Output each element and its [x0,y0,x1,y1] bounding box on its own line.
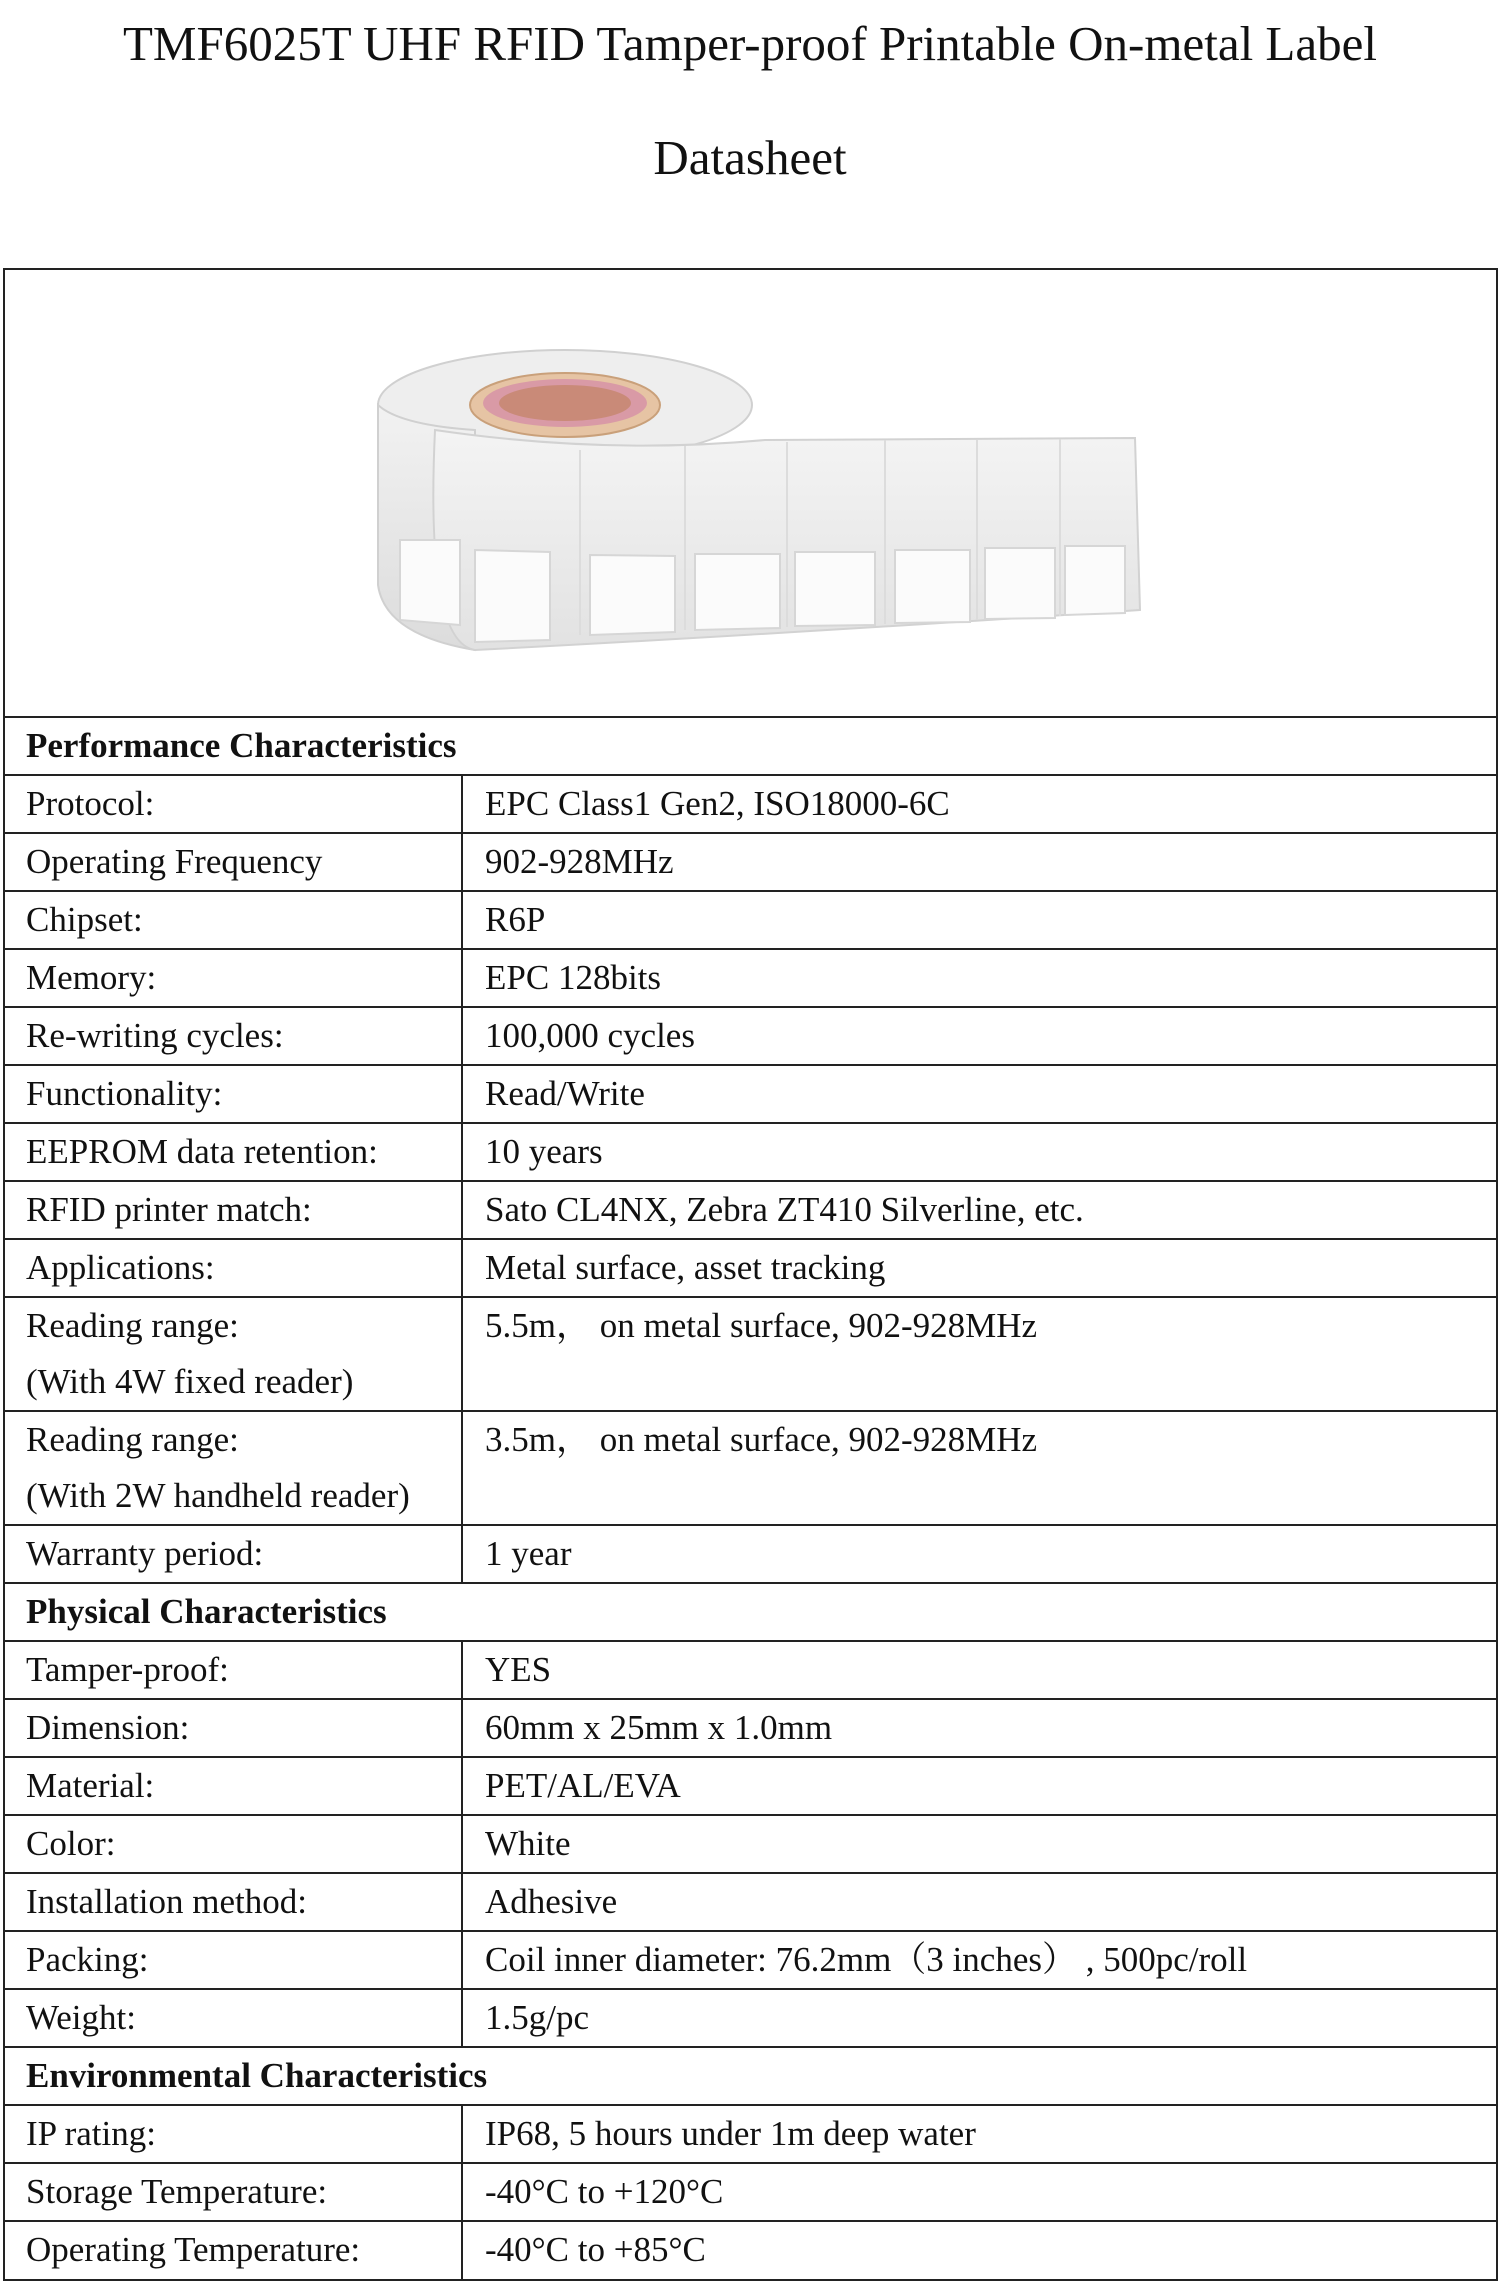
row-value: PET/AL/EVA [485,1766,681,1805]
row-label: Re-writing cycles: [5,1008,463,1064]
row-label: Memory: [5,950,463,1006]
row-label: Reading range: (With 2W handheld reader) [5,1412,463,1524]
row-label: IP rating: [5,2106,463,2162]
table-row [5,2164,1496,2222]
table-row [5,1240,1496,1298]
row-label: Weight: [5,1990,463,2046]
row-label: Storage Temperature: [5,2164,463,2220]
row-label: Warranty period: [5,1526,463,1582]
table-row [5,1758,1496,1816]
page-title: TMF6025T UHF RFID Tamper-proof Printable On-metal Label [123,16,1377,71]
row-value: IP68, 5 hours under 1m deep water [485,2114,976,2153]
product-image-cell [5,270,1496,718]
row-value: R6P [485,900,546,939]
row-value: 1 year [485,1534,572,1573]
table-row [5,1932,1496,1990]
row-label: Applications: [5,1240,463,1296]
row-value: 902-928MHz [485,842,674,881]
row-value: EPC 128bits [485,958,662,997]
table-row [5,892,1496,950]
row-label: Chipset: [5,892,463,948]
row-value: -40°C to +85°C [485,2230,706,2269]
section-header-performance [5,718,1496,776]
characteristics-rows [5,718,1496,2280]
row-value: 10 years [485,1132,603,1171]
row-label: Installation method: [5,1874,463,1930]
table-row [5,1412,1496,1526]
row-label: Protocol: [5,776,463,832]
row-value: Coil inner diameter: 76.2mm（3 inches） , 500pc/roll [485,1940,1248,1979]
table-row [5,1008,1496,1066]
row-value: 5.5m， on metal surface, 902-928MHz [485,1306,1038,1345]
row-label: Color: [5,1816,463,1872]
row-value: 60mm x 25mm x 1.0mm [485,1708,833,1747]
table-row [5,1642,1496,1700]
row-label: Tamper-proof: [5,1642,463,1698]
table-row [5,834,1496,892]
section-heading: Physical Characteristics [26,1592,387,1631]
row-label: RFID printer match: [5,1182,463,1238]
table-row [5,1298,1496,1412]
row-label: EEPROM data retention: [5,1124,463,1180]
label-roll-image [5,270,1496,716]
table-row [5,1874,1496,1932]
row-value: Read/Write [485,1074,645,1113]
row-label: Reading range: (With 4W fixed reader) [5,1298,463,1410]
row-label: Material: [5,1758,463,1814]
datasheet-table [3,268,1498,2281]
row-value: Metal surface, asset tracking [485,1248,886,1287]
table-row [5,2106,1496,2164]
section-heading: Performance Characteristics [26,726,457,765]
row-value: 100,000 cycles [485,1016,695,1055]
table-row [5,2222,1496,2280]
row-label: Functionality: [5,1066,463,1122]
table-row [5,1990,1496,2048]
row-value: YES [485,1650,552,1689]
row-label: Dimension: [5,1700,463,1756]
row-label: Operating Temperature: [5,2222,463,2280]
table-row [5,776,1496,834]
section-header-physical [5,1584,1496,1642]
row-value: Adhesive [485,1882,618,1921]
row-label: Packing: [5,1932,463,1988]
table-row [5,1700,1496,1758]
row-value: 3.5m， on metal surface, 902-928MHz [485,1420,1038,1459]
table-row [5,950,1496,1008]
section-heading: Environmental Characteristics [26,2056,488,2095]
row-value: EPC Class1 Gen2, ISO18000-6C [485,784,950,823]
table-row [5,1816,1496,1874]
table-row [5,1182,1496,1240]
row-value: 1.5g/pc [485,1998,590,2037]
row-value: Sato CL4NX, Zebra ZT410 Silverline, etc. [485,1190,1084,1229]
table-row [5,1526,1496,1584]
table-row [5,1066,1496,1124]
section-header-environmental [5,2048,1496,2106]
row-value: White [485,1824,571,1863]
row-label: Operating Frequency [5,834,463,890]
page-subtitle: Datasheet [653,130,847,185]
row-value: -40°C to +120°C [485,2172,724,2211]
table-row [5,1124,1496,1182]
